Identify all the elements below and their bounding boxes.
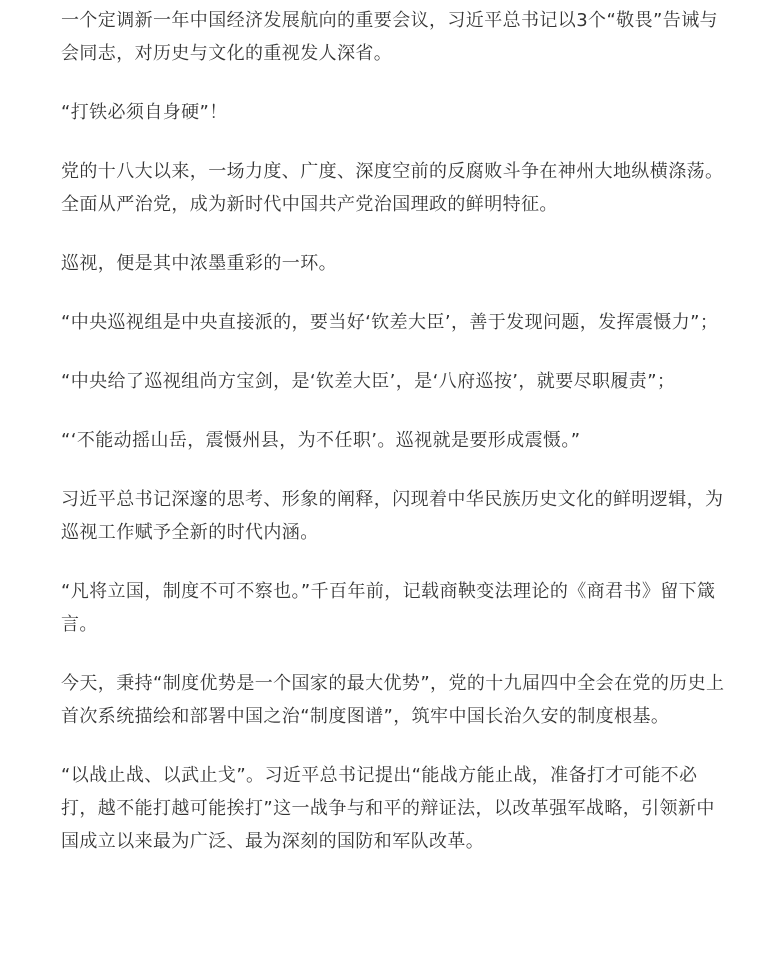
paragraph-4: 巡视，便是其中浓墨重彩的一环。 [61,253,337,274]
paragraph-11: “以战止战、以武止戈”。习近平总书记提出“能战方能止战，准备打才可能不必打，越不能打越可能挨打”这一战争与和平的辩证法，以改革强军战略，引领新中国成立以来最为广泛、最为深刻的国防和军队改革。 [61,765,715,852]
paragraph-2: “打铁必须自身硬”！ [61,102,228,123]
paragraph-6: “中央给了巡视组尚方宝剑，是‘钦差大臣’，是‘八府巡按’，就要尽职履责”； [61,371,676,392]
article-body [61,4,729,884]
paragraph-10: 今天，秉持“制度优势是一个国家的最大优势”，党的十九届四中全会在党的历史上首次系统描绘和部署中国之治“制度图谱”，筑牢中国长治久安的制度根基。 [61,673,725,727]
paragraph-9: “凡将立国，制度不可不察也。”千百年前，记载商鞅变法理论的《商君书》留下箴言。 [61,581,716,635]
paragraph-5: “中央巡视组是中央直接派的，要当好‘钦差大臣’，善于发现问题，发挥震慑力”； [61,312,719,333]
paragraph-8: 习近平总书记深邃的思考、形象的阐释，闪现着中华民族历史文化的鲜明逻辑，为巡视工作赋予全新的时代内涵。 [61,489,724,543]
paragraph-3: 党的十八大以来，一场力度、广度、深度空前的反腐败斗争在神州大地纵横涤荡。全面从严治党，成为新时代中国共产党治国理政的鲜明特征。 [61,161,724,215]
paragraph-7: “‘不能动摇山岳，震慑州县，为不任职’。巡视就是要形成震慑。” [61,430,581,451]
paragraph-1: 一个定调新一年中国经济发展航向的重要会议，习近平总书记以3个“敬畏”告诫与会同志，对历史与文化的重视发人深省。 [61,10,718,64]
